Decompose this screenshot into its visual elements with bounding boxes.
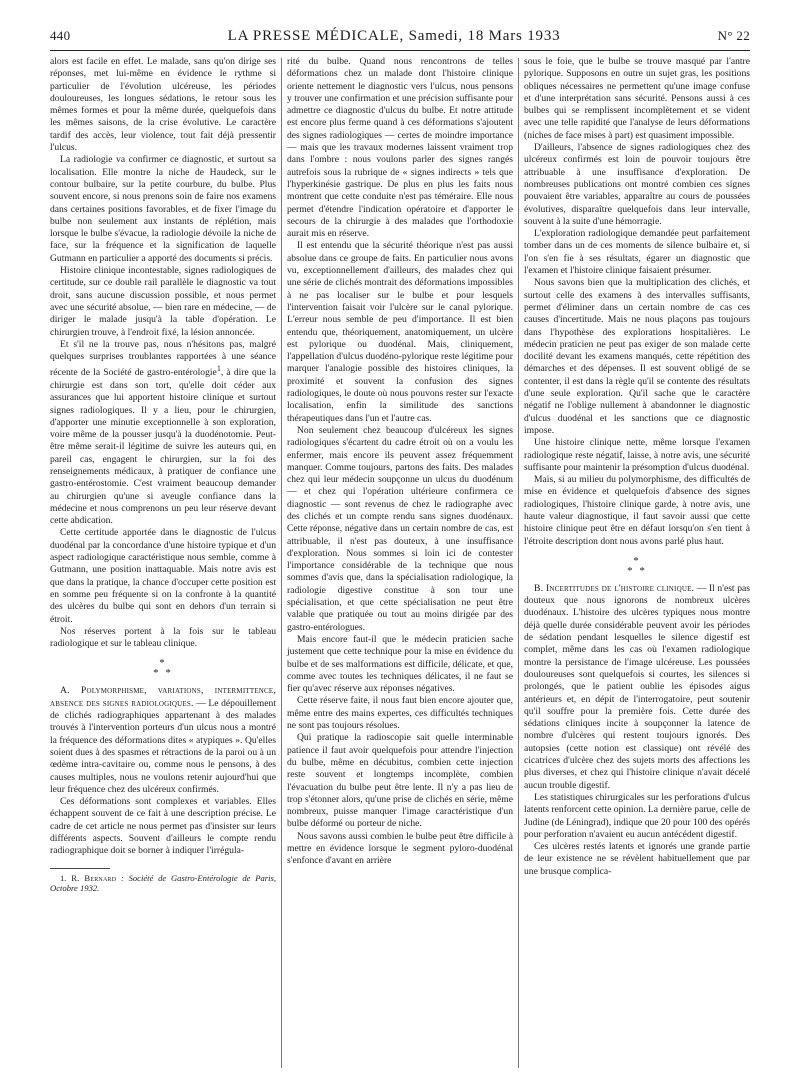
paragraph: Les statistiques chirurgicales sur les perforations d'ulcus latents renforcent cette opinion. La dernière parue, celle de Judine (de Léningrad), indique que 20 pour 100 des opérés pour perforation n'avaient eu aucun antécédent digestif. [524,791,750,840]
footnote-ref: 1 [216,364,221,374]
section-separator: * * * [627,554,647,577]
column-2 [287,56,513,868]
paragraph: alors est facile en effet. Le malade, sans qu'on dirige ses réponses, met lui-même en évidence le rythme si particulier de l'évolution ulcéreuse, les périodes douloureuses, les longues sédations, le retour sous les mêmes formes et pour la même durée, quelquefois dans les mêmes saisons, de la crise évolutive. Le caractère tardif des accès, leur violence, tout fait déjà pressentir l'ulcus. [50,56,276,154]
paragraph: Mais, si au milieu du polymorphisme, des difficultés de mise en évidence et quelquefois d'absence des signes radiologiques, l'histoire clinique garde, à notre avis, une haute valeur diagnostique, il faut savoir aussi que cette histoire clinique peut être en défaut lorsqu'on s'en tient à l'étroite description dont nous avons parlé plus haut. [524,474,750,547]
paragraph: Il est entendu que la sécurité théorique n'est pas aussi absolue dans ce groupe de faits. En particulier nous avons vu, exceptionnellement d'ailleurs, des malades chez qui une série de clichés montrait des déformations impossibles à ne pas localiser sur le bulbe et pour lesquels l'intervention faisait voir l'ulcère sur le canal pylorique. L'erreur nous semble de peu d'importance. Il est bien entendu que, théoriquement, anatomiquement, un ulcère est pylorique ou duodénal. Mais, cliniquement, l'appellation d'ulcus duodéno-pylorique reste légitime pour marquer l'analogie possible des histoires cliniques, la proximité et souvent la confusion des signes radiologiques, le doute où nous pouvons rester sur l'exacte localisation, enfin la similitude des sanctions thérapeutiques dans l'un et l'autre cas. [287,240,513,424]
section-b-heading: B. Incertitudes de l'histoire clinique. [534,582,695,594]
footnote-source: : Société de Gastro-Entérologie de Paris, Octobre 1932. [50,872,277,894]
section-a-paragraph [50,685,276,796]
section-separator: * * * [153,657,173,680]
paragraph: Une histoire clinique nette, même lorsque l'examen radiologique reste négatif, laisse, à notre avis, une sécurité suffisante pour maintenir la présomption d'ulcus duodénal. [524,437,750,473]
paragraph: sous le foie, que le bulbe se trouve masqué par l'antre pylorique. Supposons en outre un sujet gras, les positions obliques nécessaires ne permettent qu'une image confuse et d'une interprétation sans sécurité. Pensons aussi à ces bulbes qui se remplissent incomplètement et se vident avec une telle rapidité que l'analyse de leurs déformations (niches de face mises à part) est quasiment impossible. [524,56,750,141]
paragraph: La radiologie va confirmer ce diagnostic, et surtout sa localisation. Elle montre la niche de Haudeck, sur le contour bulbaire, sur la petite courbure, du bulbe. Plus souvent encore, si nous prenons soin de faire nos examens dans certaines positions favorables, et de fixer l'image du bulbe non seulement aux instants de réplétion, mais lorsque le bulbe s'évacue, la radiologie dévoile la niche de face, sur la fréquence et la signification de laquelle Gutmann en particulier a apporté des documents si précis. [50,154,276,264]
paragraph: Cette réserve faite, il nous faut bien encore ajouter que, même entre des mains expertes, ces difficultés techniques ne sont pas toujours résolues. [287,695,513,732]
footnote-number: 1. [60,872,67,883]
paragraph: Cette certitude apportée dans le diagnostic de l'ulcus duodénal par la concordance d'une histoire typique et d'un aspect radiologique caractéristique nous semble, comme à Gutmann, une position inattaquable. Mais notre avis est que dans la pratique, la chance d'occuper cette position est en somme peu fréquente si on la confronte à la quantité des ulcères du bulbe qui sont en dehors d'un terrain si étroit. [50,527,276,625]
footnote [50,873,276,894]
paragraph: L'exploration radiologique demandée peut parfaitement tomber dans un de ces moments de silence bulbaire et, si l'on s'en fie à ses résultats, égarer un diagnostic que l'examen et l'histoire clinique faisaient présumer. [524,228,750,277]
footnote-author: R. Bernard [71,872,117,883]
paragraph-text: — Le dépouillement de clichés radiographiques appartenant à des malades trouvés à l'intervention porteurs d'un ulcus nous a montré la fréquence des déformations dites « atypiques ». Qu'elles soient dues à des spasmes et rétractions de la paroi ou à un œdème intra-cavitaire ou, comme nous le pensons, à des causes multiples, nous ne voulons retenir aujourd'hui que leur fréquence chez des ulcéreux confirmés. [50,697,276,795]
section-b-paragraph [524,583,750,792]
paragraph: Nos réserves portent à la fois sur le tableau radiologique et sur le tableau clinique. [50,625,276,650]
paragraph: Nous savons aussi combien le bulbe peut être difficile à mettre en évidence lorsque le segment pyloro-duodénal s'enfonce d'avant en arrière [287,830,513,867]
paragraph: Ces ulcères restés latents et ignorés une grande partie de leur existence ne se révèlent habituellement que par une brusque complica- [524,841,750,877]
column-divider-2 [518,58,519,1068]
paragraph: Qui pratique la radioscopie sait quelle interminable patience il faut avoir quelquefois pour attendre l'injection du bulbe, même en décubitus, combien cette injection reste souvent et longtemps incomplète, combien l'évacuation du bulbe peut être lente. Il n'y a pas lieu de trop s'étonner alors, qu'une prise de clichés en série, même nombreux, puisse manquer l'image caractéristique d'un bulbe déformé ou porteur de niche. [287,732,513,830]
paragraph-text: — Il n'est pas douteux que nous ignorons de nombreux ulcères duodénaux. L'histoire des ulcères typiques nous montre déjà quelle durée considérable peuvent avoir les périodes de sédation pendant lesquelles le silence digestif est complet, même dans les cas où l'examen radiologique montre la persistance de l'image ulcéreuse. Les poussées douloureuses sont quelquefois si courtes, les silences si prolongés, que le patient oublie les épisodes aigus antérieurs et, en dépit de l'interrogatoire, peut soutenir qu'il souffre pour la première fois. Cette durée des sédations cliniques incite à soupçonner la latence de nombre d'ulcères qui restent toujours ignorés. Des autopsies (cette notion est classique) ont révélé des cicatrices d'ulcère chez des sujets morts des affections les plus diverses, et chez qui l'histoire clinique n'avait décelé aucun trouble digestif. [524,582,750,791]
paragraph: Non seulement chez beaucoup d'ulcéreux les signes radiologiques s'écartent du cadre étroit où on a voulu les enfermer, mais encore ils peuvent assez fréquemment manquer. Comme toujours, partons des faits. Des malades chez qui leur médecin soupçonne un ulcus du duodénum — et chez qui l'opération ultérieure confirmera ce diagnostic — sont revenus de chez le radiographe avec des clichés et un compte rendu sans signes duodénaux. Cette réponse, négative dans un certain nombre de cas, est attribuable, il n'est pas douteux, à une insuffisance d'exploration. Nous sommes si loin ici de contester l'importance considérable de la technique que nous sommes d'avis que, dans la spécialisation radiologique, la radiologie digestive constitue à son tour une spécialisation, et que cette spécialisation ne peut être valable que pratiquée ou tout au moins dirigée par des gastro-entérologues. [287,424,513,633]
page-header [50,28,750,50]
footnote-rule [50,868,110,869]
paragraph: Histoire clinique incontestable, signes radiologiques de certitude, sur ce double rail parallèle le diagnostic va tout droit, sans aucune discussion possible, et nous permet avec une sécurité absolue, — bien rare en médecine, — de diriger le malade jusqu'à la table d'opération. Le chirurgien trouve, à l'endroit fixé, la lésion annoncée. [50,265,276,338]
paragraph-text: , à dire que la chirurgie est dans son tort, qu'elle doit céder aux assurances que lui apportent histoire clinique et surtout signes radiologiques. Il y a lieu, pour le chirurgien, d'apporter une minutie exceptionnelle à son exploration, voire même de la pousser jusqu'à la duodénotomie. Peut-être même serait-il légitime de suivre les auteurs qui, en pareil cas, engagent le chirurgien, sur la foi des renseignements médicaux, à pratiquer de confiance une gastro-entérostomie. C'est vraiment beaucoup demander au chirurgien qu'une si aveugle confiance dans la médecine et nous comprenons un peu leur réserve devant cette abdication. [50,367,276,527]
issue-number: N° 22 [717,28,750,43]
header-rule [50,50,750,51]
paragraph: rité du bulbe. Quand nous rencontrons de telles déformations chez un malade dont l'histoire clinique oriente nettement le diagnostic vers l'ulcus, nous pensons y trouver une confirmation et une précision suffisante pour admettre ce diagnostic d'ulcus du bulbe. Et notre attitude est encore plus ferme quand à ces déformations s'ajoutent des signes radiologiques — certes de moindre importance — mais que les travaux modernes laissent vraiment trop dans l'ombre : nous voulons parler des signes rangés autrefois sous la rubrique de « signes indirects » tels que l'hyperkinésie gastrique. De plus en plus les faits nous montrent que cette conduite n'est pas téméraire. Elle nous permet d'étendre l'indication opératoire et d'apporter le secours de la chirurgie à des malades que l'orthodoxie aurait mis en réserve. [287,56,513,240]
paragraph [50,339,276,528]
page-number: 440 [50,28,71,43]
paragraph-text: Et s'il ne la trouve pas, nous n'hésitons pas, malgré quelques surprises troublantes rapportées à une séance récente de la Société de gastro-entérologie [50,338,276,379]
journal-title: LA PRESSE MÉDICALE, Samedi, 18 Mars 1933 [227,28,561,44]
paragraph: Nous savons bien que la multiplication des clichés, et surtout celle des examens à des intervalles suffisants, permet d'éliminer dans un certain nombre de cas ces causes d'incertitude. Mais ne nous plaçons pas toujours dans l'hypothèse des explorations hospitalières. Le médecin praticien ne peut pas exiger de son malade cette docilité devant les examens manqués, cette répétition des démarches et des dépenses. Il est souvent obligé de se contenter, il est dans la règle qu'il se contente des résultats d'une seule exploration. Qu'il sache que le caractère négatif ne l'oblige nullement à abandonner le diagnostic d'ulcus duodénal et les sanctions que ce diagnostic impose. [524,277,750,436]
paragraph: D'ailleurs, l'absence de signes radiologiques chez des ulcéreux confirmés est loin de pouvoir toujours être attribuable à une insuffisance d'exploration. De nombreuses publications ont montré combien ces signes pouvaient être variables, apparaître au cours de poussées évolutives, disparaître quelquefois dans leur intervalle, souvent à la suite d'une hémorragie. [524,142,750,227]
section-a-heading: A. Polymorphisme, variations, intermittence, absence des signes radiologiques. [50,685,276,709]
paragraph: Ces déformations sont complexes et variables. Elles échappent souvent de ce fait à une description précise. Le cadre de cet article ne nous permet pas d'insister sur leurs différents aspects. Souvent d'ailleurs le compte rendu radiographique doit se borner à indiquer l'irrégula- [50,796,276,857]
column-1 [50,56,276,894]
paragraph: Mais encore faut-il que le médecin praticien sache justement que cette technique pour la mise en évidence du bulbe et de ses malformations est difficile, délicate, et que, comme avec toutes les techniques délicates, il ne faut se fier qu'avec réserve aux réponses négatives. [287,633,513,695]
column-3 [524,56,750,878]
column-divider-1 [281,58,282,1068]
